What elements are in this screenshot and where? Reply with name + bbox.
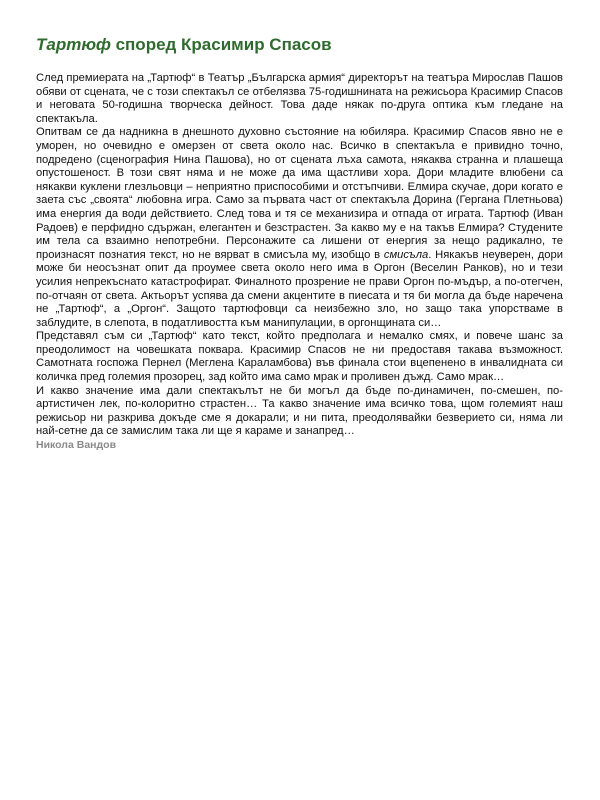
- paragraph-text: След премиерата на „Тартюф“ в Театър „Българска армия“ директорът на театъра Мирослав Пашов обяви от сцената, че с този спектакъл се отбелязва 75-годишнината на режисьора Красимир Спасов и неговата 50-годишна творческа дейност. Това даде някак по-друга оптика към гледане на спектакъла.: [36, 72, 563, 125]
- article-page: [36, 34, 563, 452]
- article-author: Никола Вандов: [36, 439, 117, 452]
- article-title-italic: Тартюф: [36, 35, 111, 54]
- paragraph-text: Представял съм си „Тартюф“ като текст, който предполага и немалко смях, и повече шанс за преодолимост на човешката поквара. Красимир Спасов не ни предоставя такава възможност. Самотната госпожа Пернел (Меглена Караламбова) във финала стои вцепенено в инвалидната си количка пред големия прозорец, зад който има само мрак и проливен дъжд. Само мрак…: [36, 330, 563, 384]
- paragraph-text: Опитвам се да надникна в днешното духовно състояние на юбиляра. Красимир Спасов явно не е уморен, но очевидно е омерзен от света около нас. Всичко в спектакъла е привидно точно, подредено (сценография Нина Пашова), но от сцената лъха самота, някаква странна и плашеща опустошеност. В този свят няма и не може да има щастливи хора. Дори младите влюбени са някакви куклени глезльовци – неприятно приспособими и отстъпчиви. Елмира скучае, дори когато е заета със „своята“ любовна игра. Само за първата част от спектакъла Дорина (Гергана Плетньова) има енергия да води действието. След това и тя се механизира и отпада от играта. Тартюф (Иван Радоев) е перфидно сдържан, елегантен и безстрастен. За какво му е на такъв Елмира? Студените им тела са взаимно непотребни. Персонажите са лишени от енергия за нещо радикално, те произнасят познатия текст, но не вярват в смисъла му, изобщо в: [36, 126, 563, 261]
- article-paragraph: [36, 385, 563, 439]
- article-title: [36, 34, 563, 56]
- paragraph-text: . Някакъв неуверен, дори може би неосъзнат опит да проумее света около него има в Оргон (Веселин Ранков), но и тези усилия непрекъснато катастрофират. Финалното прозрение не прави Оргон по-мъдър, а по-отегчен, по-отчаян от света. Актьорът успява да смени акцентите в пиесата и тя би могла да бъде наречена не „Тартюф“, а „Оргон“. Защото тартюфовци са неизбежно зло, но защо така упорстваме в заблудите, в слепота, в податливостта към манипулации, в оргонщината си…: [36, 248, 563, 329]
- paragraph-text: И какво значение има дали спектакълът не би могъл да бъде по-динамичен, по-смешен, по-артистичен лек, по-колоритно страстен… Та какво значение има всичко това, щом големият наш режисьор ни разкрива докъде сме я докарали; и ни пита, преодолявайки безверието си, няма ли най-сетне да се замислим така ли ще я караме и занапред…: [36, 384, 563, 438]
- article-title-rest: според Красимир Спасов: [110, 35, 332, 54]
- paragraph-emphasis: смисъла: [383, 248, 429, 261]
- article-body: [36, 72, 563, 439]
- article-paragraph: [36, 126, 563, 330]
- article-paragraph: [36, 330, 563, 384]
- article-paragraph: [36, 72, 563, 126]
